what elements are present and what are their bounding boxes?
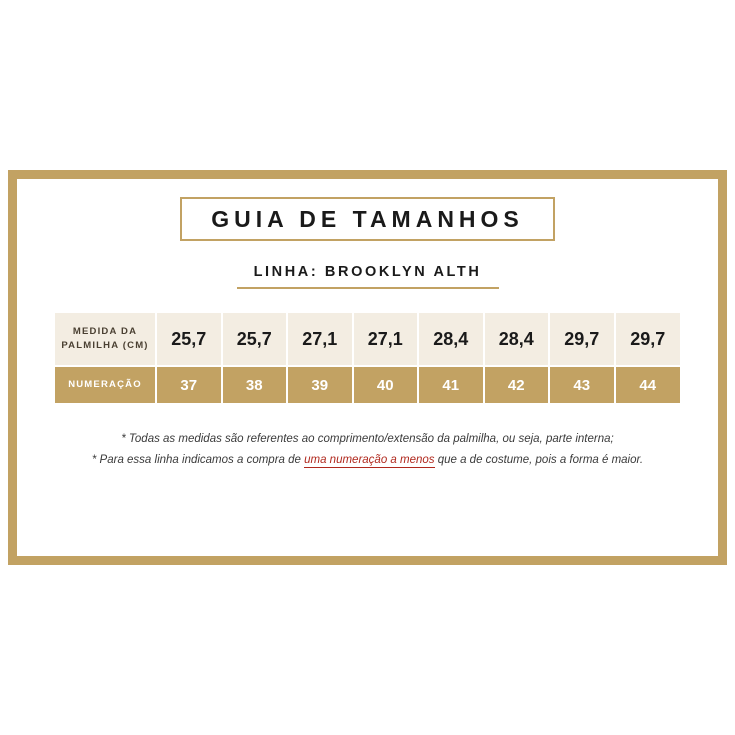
table-row-number bbox=[55, 366, 680, 403]
measure-cell: 28,4 bbox=[484, 313, 550, 366]
number-cell: 38 bbox=[222, 366, 288, 403]
size-table bbox=[55, 313, 680, 403]
row-label-measure bbox=[55, 313, 156, 366]
number-cell: 43 bbox=[549, 366, 615, 403]
card-inner bbox=[17, 197, 718, 574]
page-title: GUIA DE TAMANHOS bbox=[211, 205, 524, 232]
number-cell: 42 bbox=[484, 366, 550, 403]
number-cell: 44 bbox=[615, 366, 681, 403]
measure-cell: 29,7 bbox=[549, 313, 615, 366]
row-label-measure-line1: MEDIDA DA bbox=[72, 326, 138, 338]
note-line-2-part1: * Para essa linha indicamos a compra de bbox=[91, 454, 305, 467]
measure-cell: 25,7 bbox=[156, 313, 222, 366]
note-line-1: * Todas as medidas são referentes ao comprimento/extensão da palmilha, ou seja, parte interna; bbox=[121, 433, 614, 445]
notes-block bbox=[38, 429, 698, 472]
number-cell: 37 bbox=[156, 366, 222, 403]
size-guide-card bbox=[8, 170, 727, 565]
measure-cell: 29,7 bbox=[615, 313, 681, 366]
table-row-measure bbox=[55, 313, 680, 366]
row-label-number: NUMERAÇÃO bbox=[55, 366, 156, 403]
note-line-2-part2: que a de costume, pois a forma é maior. bbox=[434, 454, 644, 467]
title-box bbox=[180, 197, 555, 241]
number-cell: 40 bbox=[353, 366, 419, 403]
subtitle-box bbox=[237, 263, 499, 289]
measure-cell: 28,4 bbox=[418, 313, 484, 366]
row-label-measure-line2: PALMILHA (CM) bbox=[61, 340, 149, 351]
number-cell: 41 bbox=[418, 366, 484, 403]
note-line-2 bbox=[38, 450, 698, 471]
note-accent-text: uma numeração a menos bbox=[304, 454, 435, 467]
measure-cell: 25,7 bbox=[222, 313, 288, 366]
measure-cell: 27,1 bbox=[353, 313, 419, 366]
measure-cell: 27,1 bbox=[287, 313, 353, 366]
line-subtitle: LINHA: BROOKLYN ALTH bbox=[253, 264, 482, 280]
number-cell: 39 bbox=[287, 366, 353, 403]
